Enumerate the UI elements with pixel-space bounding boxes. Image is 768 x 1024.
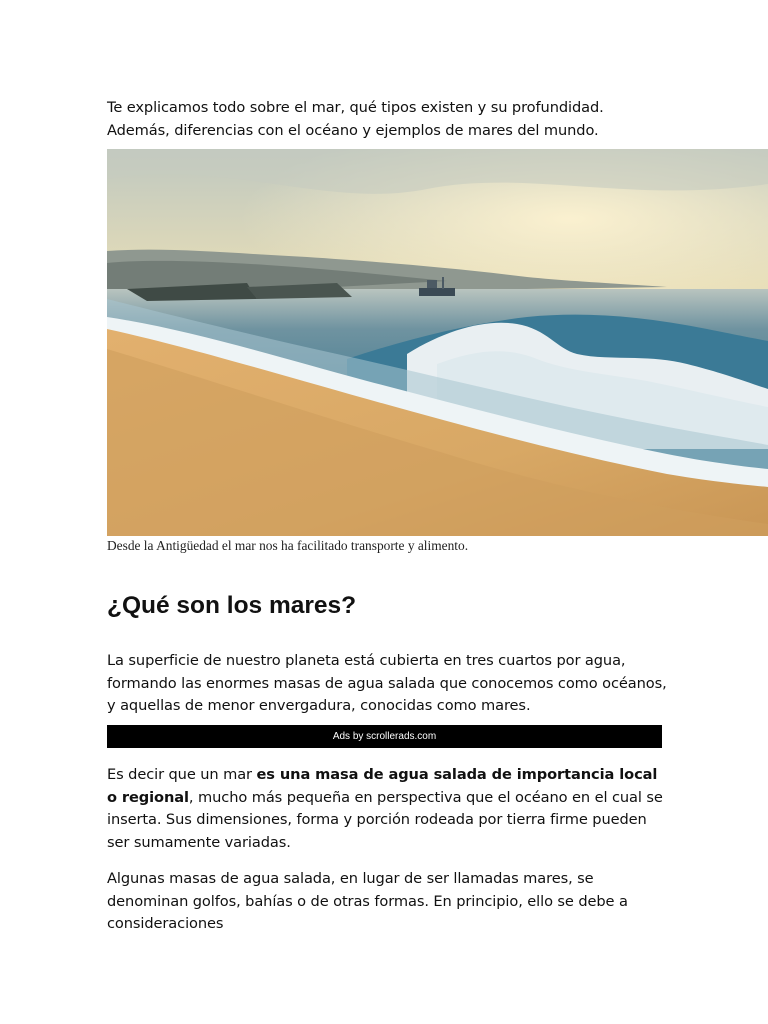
paragraph-2-lead: Es decir que un mar	[107, 766, 257, 783]
paragraph-3: Algunas masas de agua salada, en lugar de ser llamadas mares, se denominan golfos, bahías o de otras formas. En principio, ello se debe a consideraciones	[107, 870, 628, 932]
paragraph-2-tail: , mucho más pequeña en perspectiva que el océano en el cual se inserta. Sus dimensiones, forma y porción rodeada por tierra firme pueden ser sumamente variadas.	[107, 788, 663, 851]
ad-banner[interactable]	[107, 725, 662, 748]
section-heading: ¿Qué son los mares?	[107, 592, 357, 619]
paragraph-2	[107, 764, 667, 854]
intro-paragraph: Te explicamos todo sobre el mar, qué tipos existen y su profundidad. Además, diferencias con el océano y ejemplos de mares del mundo.	[107, 99, 604, 139]
paragraph-2-bold: es una masa de agua salada de importancia local o regional	[107, 766, 658, 806]
ad-label[interactable]: Ads by scrollerads.com	[332, 731, 437, 742]
image-caption: Desde la Antigüedad el mar nos ha facilitado transporte y alimento.	[107, 538, 469, 553]
paragraph-1: La superficie de nuestro planeta está cubierta en tres cuartos por agua, formando las enormes masas de agua salada que conocemos como océanos, y aquellas de menor envergadura, conocidas como mares.	[107, 652, 667, 714]
beach-waves-photo	[107, 149, 768, 536]
